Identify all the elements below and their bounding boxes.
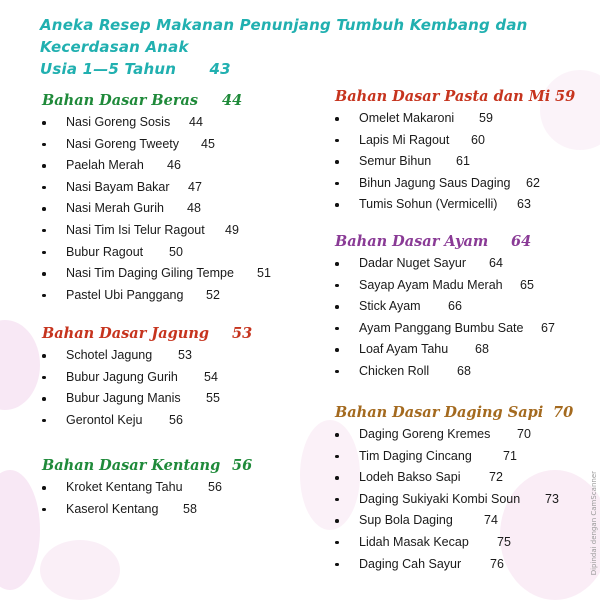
- bullet-icon: [42, 207, 46, 211]
- list-item: [42, 177, 302, 199]
- recipe-page: 46: [167, 158, 181, 173]
- recipe-page: 75: [497, 534, 511, 549]
- recipe-list: [335, 253, 575, 383]
- bullet-icon: [335, 117, 339, 121]
- bullet-icon: [42, 164, 46, 168]
- list-item: [335, 554, 575, 576]
- recipe-page: 51: [257, 266, 271, 281]
- recipe-name: Gerontol Keju: [66, 412, 143, 427]
- section-heading-page: 56: [232, 457, 253, 474]
- title-page-number: 43: [209, 60, 231, 78]
- bullet-icon: [42, 508, 46, 512]
- section-heading-label: Bahan Dasar Jagung: [42, 325, 210, 342]
- list-item: [42, 134, 302, 156]
- section-heading-page: 44: [222, 92, 243, 109]
- list-item: [335, 446, 575, 468]
- list-item: [335, 467, 575, 489]
- bullet-icon: [335, 541, 339, 545]
- recipe-page: 61: [456, 154, 470, 169]
- list-item: [42, 242, 302, 264]
- recipe-name: Paelah Merah: [66, 158, 144, 173]
- recipe-page: 54: [204, 369, 218, 384]
- recipe-name: Daging Cah Sayur: [359, 556, 462, 571]
- recipe-page: 70: [517, 427, 531, 441]
- recipe-list: [42, 112, 302, 306]
- list-item: [335, 151, 575, 173]
- bullet-icon: [335, 262, 339, 266]
- list-item: [335, 489, 575, 511]
- list-item: [42, 499, 302, 521]
- section-beras: [42, 90, 302, 306]
- decor-blob-3: [40, 540, 120, 600]
- recipe-list: [335, 108, 575, 216]
- recipe-name: Nasi Goreng Tweety: [66, 136, 180, 151]
- recipe-name: Tumis Sohun (Vermicelli): [359, 197, 498, 212]
- recipe-page: 56: [208, 480, 222, 494]
- list-item: [42, 285, 302, 307]
- recipe-page: 48: [187, 201, 201, 216]
- recipe-page: 58: [183, 501, 197, 516]
- section-heading: [42, 323, 302, 345]
- recipe-page: 66: [448, 299, 462, 314]
- recipe-page: 53: [178, 348, 192, 362]
- bullet-icon: [335, 433, 339, 437]
- bullet-icon: [42, 397, 46, 401]
- bullet-icon: [335, 563, 339, 567]
- recipe-page: 65: [520, 277, 534, 292]
- section-heading-label: Bahan Dasar Pasta dan Mi: [335, 88, 551, 105]
- section-heading-page: 59: [555, 88, 576, 105]
- recipe-page: 45: [201, 136, 215, 151]
- bullet-icon: [335, 455, 339, 459]
- recipe-name: Loaf Ayam Tahu: [359, 342, 449, 357]
- recipe-name: Bubur Jagung Gurih: [66, 369, 178, 384]
- bullet-icon: [42, 143, 46, 147]
- title-line-1: Aneka Resep Makanan Penunjang Tumbuh Kembang dan Kecerdasan Anak: [40, 16, 528, 56]
- bullet-icon: [335, 498, 339, 502]
- recipe-name: Bubur Ragout: [66, 244, 144, 259]
- list-item: [42, 345, 302, 367]
- recipe-list: [42, 345, 302, 431]
- list-item: [335, 510, 575, 532]
- bullet-icon: [335, 327, 339, 331]
- list-item: [42, 367, 302, 389]
- recipe-page: 76: [490, 556, 504, 571]
- recipe-list: [335, 424, 575, 575]
- bullet-icon: [42, 272, 46, 276]
- recipe-name: Schotel Jagung: [66, 348, 153, 362]
- title-age: Usia 1—5 Tahun: [40, 60, 177, 78]
- list-item: [335, 108, 575, 130]
- recipe-name: Nasi Bayam Bakar: [66, 179, 170, 194]
- decor-blob-1: [0, 320, 40, 410]
- recipe-page: 74: [484, 513, 498, 528]
- recipe-name: Sup Bola Daging: [359, 513, 453, 528]
- recipe-name: Sayap Ayam Madu Merah: [359, 277, 503, 292]
- recipe-page: 55: [206, 391, 220, 406]
- scanner-watermark: Dipindai dengan CamScanner: [590, 470, 598, 575]
- recipe-page: 67: [541, 320, 555, 335]
- bullet-icon: [42, 354, 46, 358]
- section-heading: [42, 455, 302, 477]
- list-item: [42, 220, 302, 242]
- list-item: [42, 112, 302, 134]
- recipe-list: [42, 477, 302, 520]
- recipe-name: Tim Daging Cincang: [359, 448, 472, 463]
- list-item: [42, 155, 302, 177]
- list-item: [335, 173, 575, 195]
- bullet-icon: [42, 186, 46, 190]
- section-heading: [335, 402, 575, 424]
- section-heading: [335, 86, 575, 108]
- recipe-name: Kaserol Kentang: [66, 501, 159, 516]
- recipe-page: 47: [188, 179, 202, 194]
- recipe-name: Kroket Kentang Tahu: [66, 480, 183, 494]
- section-heading-page: 64: [511, 233, 532, 250]
- recipe-name: Lapis Mi Ragout: [359, 132, 450, 147]
- list-item: [42, 477, 302, 499]
- recipe-name: Ayam Panggang Bumbu Sate: [359, 320, 524, 335]
- section-jagung: [42, 323, 302, 431]
- recipe-name: Nasi Tim Isi Telur Ragout: [66, 222, 205, 237]
- recipe-page: 62: [526, 175, 540, 190]
- recipe-page: 63: [517, 197, 531, 212]
- bullet-icon: [42, 121, 46, 125]
- bullet-icon: [335, 348, 339, 352]
- section-kentang: [42, 455, 302, 520]
- recipe-name: Stick Ayam: [359, 299, 421, 314]
- recipe-page: 52: [206, 287, 220, 302]
- section-heading-page: 53: [232, 325, 253, 342]
- recipe-page: 64: [489, 256, 503, 270]
- section-sapi: [335, 402, 575, 575]
- bullet-icon: [335, 370, 339, 374]
- bullet-icon: [335, 519, 339, 523]
- bullet-icon: [42, 419, 46, 423]
- recipe-name: Pastel Ubi Panggang: [66, 287, 184, 302]
- bullet-icon: [42, 294, 46, 298]
- section-heading-label: Bahan Dasar Kentang: [42, 457, 221, 474]
- section-heading-label: Bahan Dasar Daging Sapi: [335, 404, 544, 421]
- bullet-icon: [42, 229, 46, 233]
- recipe-name: Dadar Nuget Sayur: [359, 256, 467, 270]
- bullet-icon: [42, 376, 46, 380]
- recipe-name: Lidah Masak Kecap: [359, 534, 469, 549]
- recipe-name: Semur Bihun: [359, 154, 432, 169]
- recipe-page: 68: [457, 363, 471, 378]
- recipe-page: 72: [489, 470, 503, 485]
- list-item: [335, 339, 575, 361]
- list-item: [335, 532, 575, 554]
- recipe-page: 71: [503, 448, 517, 463]
- section-heading: [42, 90, 302, 112]
- recipe-page: 73: [545, 491, 559, 506]
- list-item: [335, 361, 575, 383]
- recipe-page: 59: [479, 111, 493, 125]
- recipe-name: Lodeh Bakso Sapi: [359, 470, 461, 485]
- list-item: [335, 318, 575, 340]
- list-item: [335, 275, 575, 297]
- bullet-icon: [335, 305, 339, 309]
- bullet-icon: [42, 251, 46, 255]
- section-ayam: [335, 231, 575, 383]
- recipe-page: 68: [475, 342, 489, 357]
- bullet-icon: [335, 160, 339, 164]
- list-item: [335, 424, 575, 446]
- decor-blob-2: [0, 470, 40, 590]
- recipe-name: Daging Sukiyaki Kombi Soun: [359, 491, 521, 506]
- bullet-icon: [335, 476, 339, 480]
- title-line-2: [40, 58, 580, 80]
- bullet-icon: [335, 284, 339, 288]
- list-item: [42, 263, 302, 285]
- recipe-page: 60: [471, 132, 485, 147]
- page-title: [40, 14, 580, 80]
- list-item: [42, 198, 302, 220]
- list-item: [335, 130, 575, 152]
- recipe-name: Omelet Makaroni: [359, 111, 455, 125]
- section-heading-label: Bahan Dasar Beras: [42, 92, 199, 109]
- list-item: [335, 253, 575, 275]
- recipe-page: 50: [169, 244, 183, 259]
- section-heading-page: 70: [553, 404, 574, 421]
- recipe-name: Nasi Tim Daging Giling Tempe: [66, 266, 234, 281]
- bullet-icon: [335, 182, 339, 186]
- recipe-page: 56: [169, 412, 183, 427]
- recipe-name: Nasi Merah Gurih: [66, 201, 164, 216]
- recipe-page: 44: [189, 115, 203, 129]
- section-heading-label: Bahan Dasar Ayam: [335, 233, 489, 250]
- recipe-name: Bihun Jagung Saus Daging: [359, 175, 511, 190]
- section-pasta: [335, 86, 575, 216]
- bullet-icon: [335, 203, 339, 207]
- list-item: [42, 410, 302, 432]
- recipe-name: Daging Goreng Kremes: [359, 427, 491, 441]
- list-item: [335, 194, 575, 216]
- list-item: [42, 388, 302, 410]
- list-item: [335, 296, 575, 318]
- bullet-icon: [42, 486, 46, 490]
- bullet-icon: [335, 139, 339, 143]
- recipe-name: Chicken Roll: [359, 363, 430, 378]
- recipe-page: 49: [225, 222, 239, 237]
- section-heading: [335, 231, 575, 253]
- recipe-name: Nasi Goreng Sosis: [66, 115, 171, 129]
- recipe-name: Bubur Jagung Manis: [66, 391, 181, 406]
